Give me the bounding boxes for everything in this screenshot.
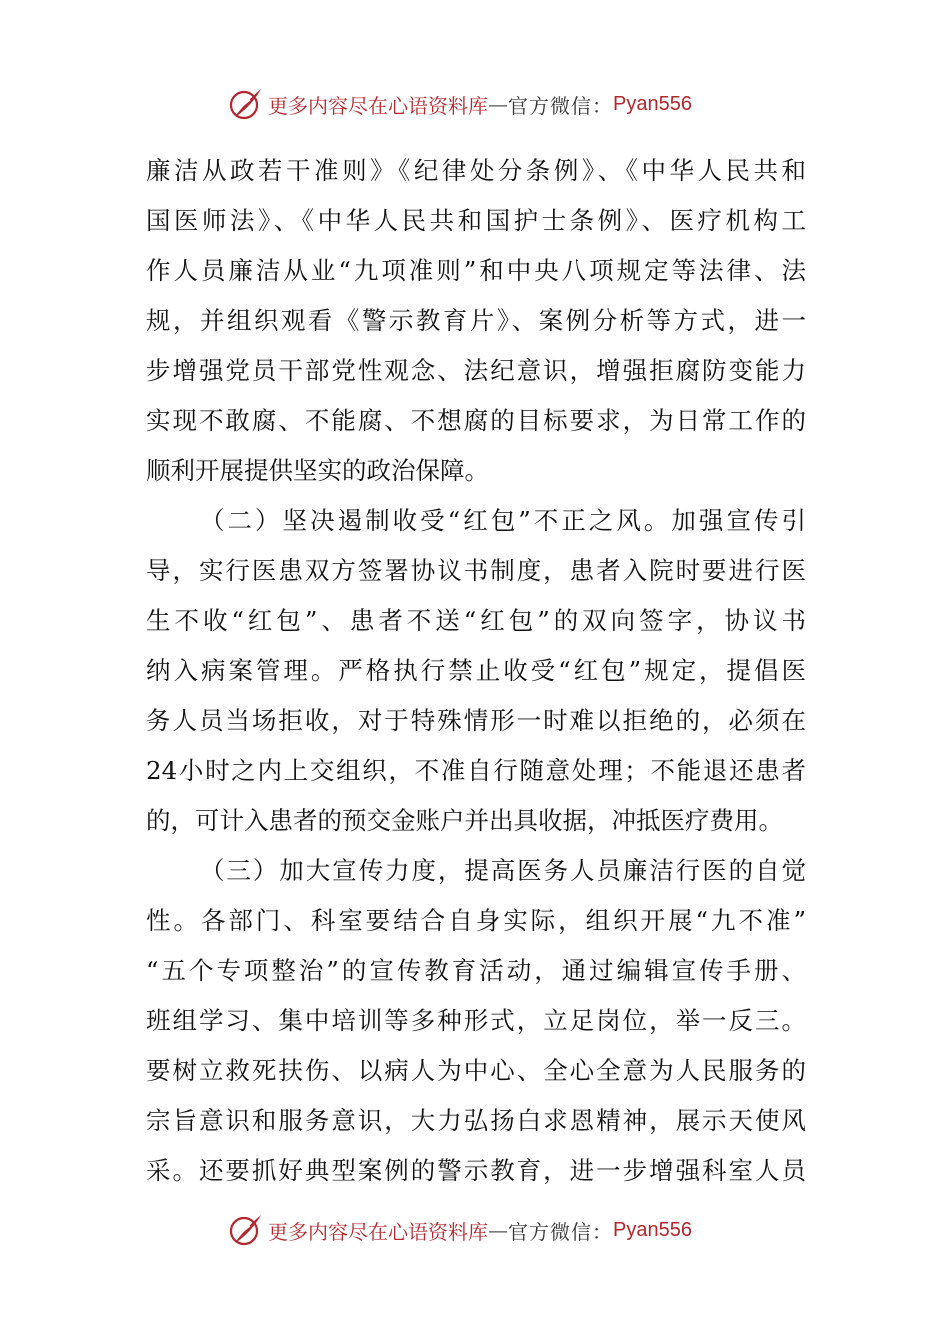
body-line: 顺利开展提供坚实的政治保障。 <box>146 456 489 485</box>
body-line: 务人员当场拒收，对于特殊情形一时难以拒绝的，必须在 <box>146 706 806 735</box>
banner-id: Pyan556 <box>613 1218 692 1241</box>
body-line: 国医师法》、《中华人民共和国护士条例》、医疗机构工 <box>146 206 806 235</box>
header-watermark-banner <box>228 86 748 122</box>
banner-id: Pyan556 <box>613 92 692 115</box>
footer-watermark-banner <box>228 1212 748 1248</box>
body-line: 班组学习、集中培训等多种形式，立足岗位，举一反三。 <box>146 1006 806 1035</box>
banner-label: 官方微信： <box>508 1219 613 1244</box>
body-line: 性。各部门、科室要结合自身实际，组织开展“九不准” <box>146 906 806 935</box>
body-line: 生不收“红包”、患者不送“红包”的双向签字，协议书 <box>146 606 806 635</box>
banner-main-text: 更多内容尽在心语资料库 <box>268 1219 488 1244</box>
section-3-first-line: （三）加大宣传力度，提高医务人员廉洁行医的自觉 <box>200 856 806 885</box>
body-line: 24小时之内上交组织，不准自行随意处理；不能退还患者 <box>146 756 806 785</box>
body-line: 作人员廉洁从业“九项准则”和中央八项规定等法律、法 <box>146 256 806 285</box>
body-line: 规，并组织观看《警示教育片》、案例分析等方式，进一 <box>146 306 806 335</box>
body-line: “五个专项整治”的宣传教育活动，通过编辑宣传手册、 <box>146 956 806 985</box>
document-body <box>146 146 806 1196</box>
body-line: 导，实行医患双方签署协议书制度，患者入院时要进行医 <box>146 556 806 585</box>
body-line: 采。还要抓好典型案例的警示教育，进一步增强科室人员 <box>146 1156 806 1185</box>
banner-separator: — <box>488 1218 508 1242</box>
body-line: 纳入病案管理。严格执行禁止收受“红包”规定，提倡医 <box>146 656 806 685</box>
banner-separator: — <box>488 92 508 116</box>
quill-logo-icon <box>228 86 264 122</box>
quill-logo-icon <box>228 1212 264 1248</box>
body-line: 步增强党员干部党性观念、法纪意识，增强拒腐防变能力 <box>146 356 806 385</box>
body-line: 要树立救死扶伤、以病人为中心、全心全意为人民服务的 <box>146 1056 806 1085</box>
banner-main-text: 更多内容尽在心语资料库 <box>268 93 488 118</box>
body-line: 宗旨意识和服务意识，大力弘扬白求恩精神，展示天使风 <box>146 1106 806 1135</box>
body-line: 廉洁从政若干准则》《纪律处分条例》、《中华人民共和 <box>146 156 806 185</box>
banner-label: 官方微信： <box>508 93 613 118</box>
body-line: 实现不敢腐、不能腐、不想腐的目标要求，为日常工作的 <box>146 406 806 435</box>
body-line: 的，可计入患者的预交金账户并出具收据，冲抵医疗费用。 <box>146 806 783 835</box>
section-2-first-line: （二）坚决遏制收受“红包”不正之风。加强宣传引 <box>200 506 806 535</box>
